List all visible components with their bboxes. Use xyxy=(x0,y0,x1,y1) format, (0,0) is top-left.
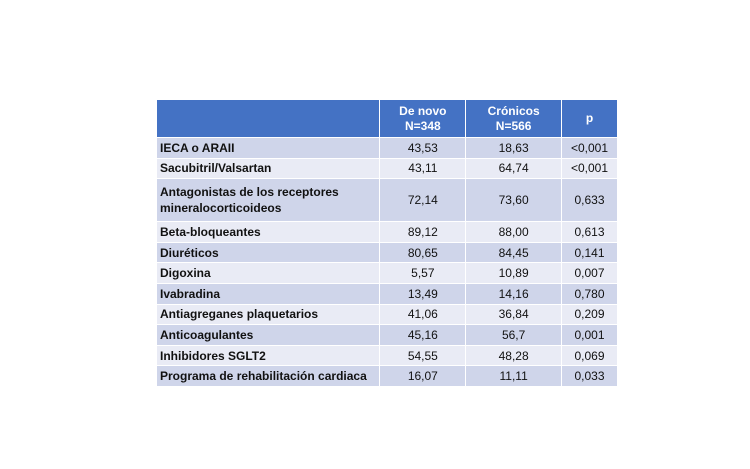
header-de-novo-n: N=348 xyxy=(405,118,441,133)
cell-de-novo: 16,07 xyxy=(380,366,466,387)
header-p-value: p xyxy=(562,100,618,138)
cell-cronicos: 84,45 xyxy=(466,242,562,263)
cell-p-value: <0,001 xyxy=(562,138,618,159)
table-row xyxy=(157,366,618,387)
table-row xyxy=(157,345,618,366)
table-row xyxy=(157,222,618,243)
header-row xyxy=(157,100,618,138)
cell-de-novo: 54,55 xyxy=(380,345,466,366)
table-row xyxy=(157,242,618,263)
row-label: Ivabradina xyxy=(157,283,380,304)
cell-p-value: 0,633 xyxy=(562,179,618,222)
cell-p-value: 0,033 xyxy=(562,366,618,387)
table-row xyxy=(157,158,618,179)
cell-de-novo: 41,06 xyxy=(380,304,466,325)
cell-cronicos: 56,7 xyxy=(466,325,562,346)
row-label: Digoxina xyxy=(157,263,380,284)
header-cronicos xyxy=(466,100,562,138)
row-label: Diuréticos xyxy=(157,242,380,263)
cell-p-value: <0,001 xyxy=(562,158,618,179)
header-cronicos-title: Crónicos xyxy=(487,103,540,118)
cell-de-novo: 43,53 xyxy=(380,138,466,159)
row-label xyxy=(157,179,380,222)
cell-p-value: 0,613 xyxy=(562,222,618,243)
cell-de-novo: 80,65 xyxy=(380,242,466,263)
cell-cronicos: 73,60 xyxy=(466,179,562,222)
cell-p-value: 0,209 xyxy=(562,304,618,325)
header-corner-cell xyxy=(157,100,380,138)
cell-cronicos: 18,63 xyxy=(466,138,562,159)
cell-de-novo: 45,16 xyxy=(380,325,466,346)
row-label: Inhibidores SGLT2 xyxy=(157,345,380,366)
cell-cronicos: 10,89 xyxy=(466,263,562,284)
table-row xyxy=(157,138,618,159)
row-label-line2: mineralocorticoideos xyxy=(160,201,282,216)
table-row xyxy=(157,325,618,346)
cell-cronicos: 14,16 xyxy=(466,283,562,304)
cell-cronicos: 11,11 xyxy=(466,366,562,387)
cell-p-value: 0,001 xyxy=(562,325,618,346)
cell-cronicos: 64,74 xyxy=(466,158,562,179)
cell-de-novo: 5,57 xyxy=(380,263,466,284)
table-row xyxy=(157,179,618,222)
row-label: Anticoagulantes xyxy=(157,325,380,346)
cell-p-value: 0,141 xyxy=(562,242,618,263)
cell-p-value: 0,007 xyxy=(562,263,618,284)
row-label: Antiagreganes plaquetarios xyxy=(157,304,380,325)
table-row xyxy=(157,283,618,304)
table-row xyxy=(157,263,618,284)
header-de-novo xyxy=(380,100,466,138)
row-label: Beta-bloqueantes xyxy=(157,222,380,243)
cell-p-value: 0,069 xyxy=(562,345,618,366)
cell-cronicos: 36,84 xyxy=(466,304,562,325)
table-row xyxy=(157,304,618,325)
cell-p-value: 0,780 xyxy=(562,283,618,304)
cell-de-novo: 13,49 xyxy=(380,283,466,304)
cell-cronicos: 48,28 xyxy=(466,345,562,366)
cell-de-novo: 89,12 xyxy=(380,222,466,243)
row-label-line1: Antagonistas de los receptores xyxy=(160,185,339,200)
comparison-table xyxy=(156,99,618,387)
row-label: Programa de rehabilitación cardiaca xyxy=(157,366,380,387)
row-label: Sacubitril/Valsartan xyxy=(157,158,380,179)
cell-de-novo: 43,11 xyxy=(380,158,466,179)
row-label: IECA o ARAII xyxy=(157,138,380,159)
header-cronicos-n: N=566 xyxy=(495,118,532,133)
cell-cronicos: 88,00 xyxy=(466,222,562,243)
header-de-novo-title: De novo xyxy=(399,103,447,118)
cell-de-novo: 72,14 xyxy=(380,179,466,222)
